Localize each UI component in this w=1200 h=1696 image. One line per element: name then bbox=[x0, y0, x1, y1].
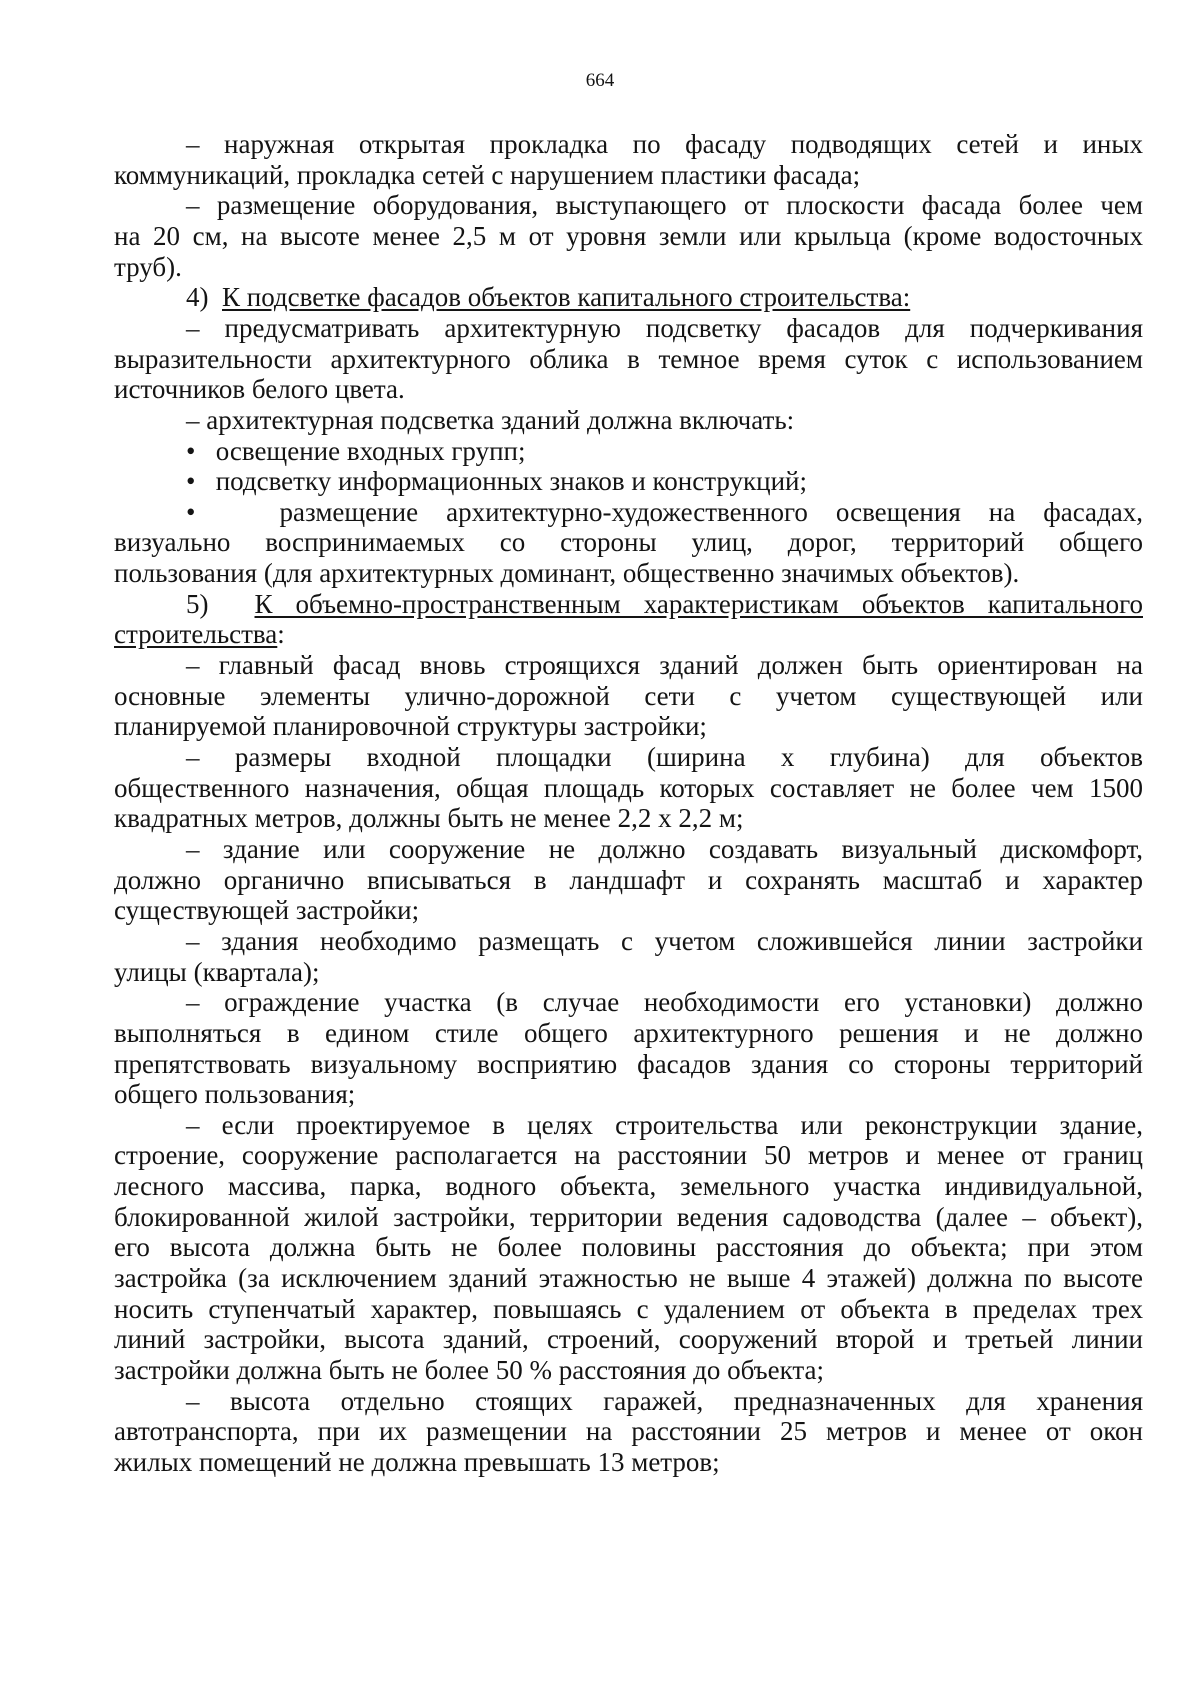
text-line: строение, сооружение располагается на расстоянии 50 метров и менее от границ bbox=[114, 1140, 1143, 1170]
text-line: – ограждение участка (в случае необходимости его установки) должно bbox=[186, 987, 1143, 1017]
text-line: – высота отдельно стоящих гаражей, предназначенных для хранения bbox=[186, 1386, 1143, 1416]
text-line: жилых помещений не должна превышать 13 метров; bbox=[114, 1447, 720, 1477]
text-line: • подсветку информационных знаков и конструкций; bbox=[186, 466, 807, 496]
text-line: блокированной жилой застройки, территории ведения садоводства (далее – объект), bbox=[114, 1202, 1143, 1232]
text-line: – архитектурная подсветка зданий должна включать: bbox=[186, 405, 795, 435]
text-line: планируемой планировочной структуры застройки; bbox=[114, 711, 707, 741]
page-number: 664 bbox=[585, 70, 615, 91]
text-line: линий застройки, высота зданий, строений, сооружений второй и третьей линии bbox=[114, 1324, 1143, 1354]
text-line: – размеры входной площадки (ширина х глубина) для объектов bbox=[186, 742, 1143, 772]
text-line: общественного назначения, общая площадь которых составляет не более чем 1500 bbox=[114, 773, 1143, 803]
text-line: 5) К объемно-пространственным характеристикам объектов капитального bbox=[186, 589, 1143, 619]
text-line: препятствовать визуальному восприятию фасадов здания со стороны территорий bbox=[114, 1049, 1143, 1079]
text-line: строительства: bbox=[114, 619, 285, 649]
text-line: должно органично вписываться в ландшафт и сохранять масштаб и характер bbox=[114, 865, 1143, 895]
text-line: основные элементы улично-дорожной сети с учетом существующей или bbox=[114, 681, 1143, 711]
text-line: носить ступенчатый характер, повышаясь с удалением от объекта в пределах трех bbox=[114, 1294, 1143, 1324]
text-line: визуально воспринимаемых со стороны улиц, дорог, территорий общего bbox=[114, 527, 1143, 557]
text-line: застройка (за исключением зданий этажностью не выше 4 этажей) должна по высоте bbox=[114, 1263, 1143, 1293]
text-line: улицы (квартала); bbox=[114, 957, 320, 987]
text-line: – главный фасад вновь строящихся зданий должен быть ориентирован на bbox=[186, 650, 1143, 680]
text-line: – размещение оборудования, выступающего от плоскости фасада более чем bbox=[186, 190, 1143, 220]
text-line: – если проектируемое в целях строительства или реконструкции здание, bbox=[186, 1110, 1143, 1140]
text-line: застройки должна быть не более 50 % расстояния до объекта; bbox=[114, 1355, 824, 1385]
text-line: общего пользования; bbox=[114, 1079, 356, 1109]
text-line: источников белого цвета. bbox=[114, 374, 405, 404]
text-line: выполняться в едином стиле общего архитектурного решения и не должно bbox=[114, 1018, 1143, 1048]
text-line: его высота должна быть не более половины расстояния до объекта; при этом bbox=[114, 1232, 1143, 1262]
text-line: автотранспорта, при их размещении на расстоянии 25 метров и менее от окон bbox=[114, 1416, 1143, 1446]
text-line: на 20 см, на высоте менее 2,5 м от уровня земли или крыльца (кроме водосточных bbox=[114, 221, 1143, 251]
text-line: пользования (для архитектурных доминант, общественно значимых объектов). bbox=[114, 558, 1020, 588]
text-line: – здание или сооружение не должно создавать визуальный дискомфорт, bbox=[186, 834, 1143, 864]
text-line: квадратных метров, должны быть не менее 2,2 х 2,2 м; bbox=[114, 803, 744, 833]
text-line: – здания необходимо размещать с учетом сложившейся линии застройки bbox=[186, 926, 1143, 956]
text-line: лесного массива, парка, водного объекта, земельного участка индивидуальной, bbox=[114, 1171, 1143, 1201]
text-line: коммуникаций, прокладка сетей с нарушением пластики фасада; bbox=[114, 160, 861, 190]
text-line: • размещение архитектурно-художественного освещения на фасадах, bbox=[186, 497, 1143, 527]
text-line: существующей застройки; bbox=[114, 895, 420, 925]
text-line: – предусматривать архитектурную подсветку фасадов для подчеркивания bbox=[186, 313, 1143, 343]
text-line: • освещение входных групп; bbox=[186, 436, 526, 466]
text-line: – наружная открытая прокладка по фасаду подводящих сетей и иных bbox=[186, 129, 1143, 159]
text-line: 4) К подсветке фасадов объектов капитального строительства: bbox=[186, 282, 911, 312]
text-line: выразительности архитектурного облика в темное время суток с использованием bbox=[114, 344, 1143, 374]
text-line: труб). bbox=[114, 252, 182, 282]
